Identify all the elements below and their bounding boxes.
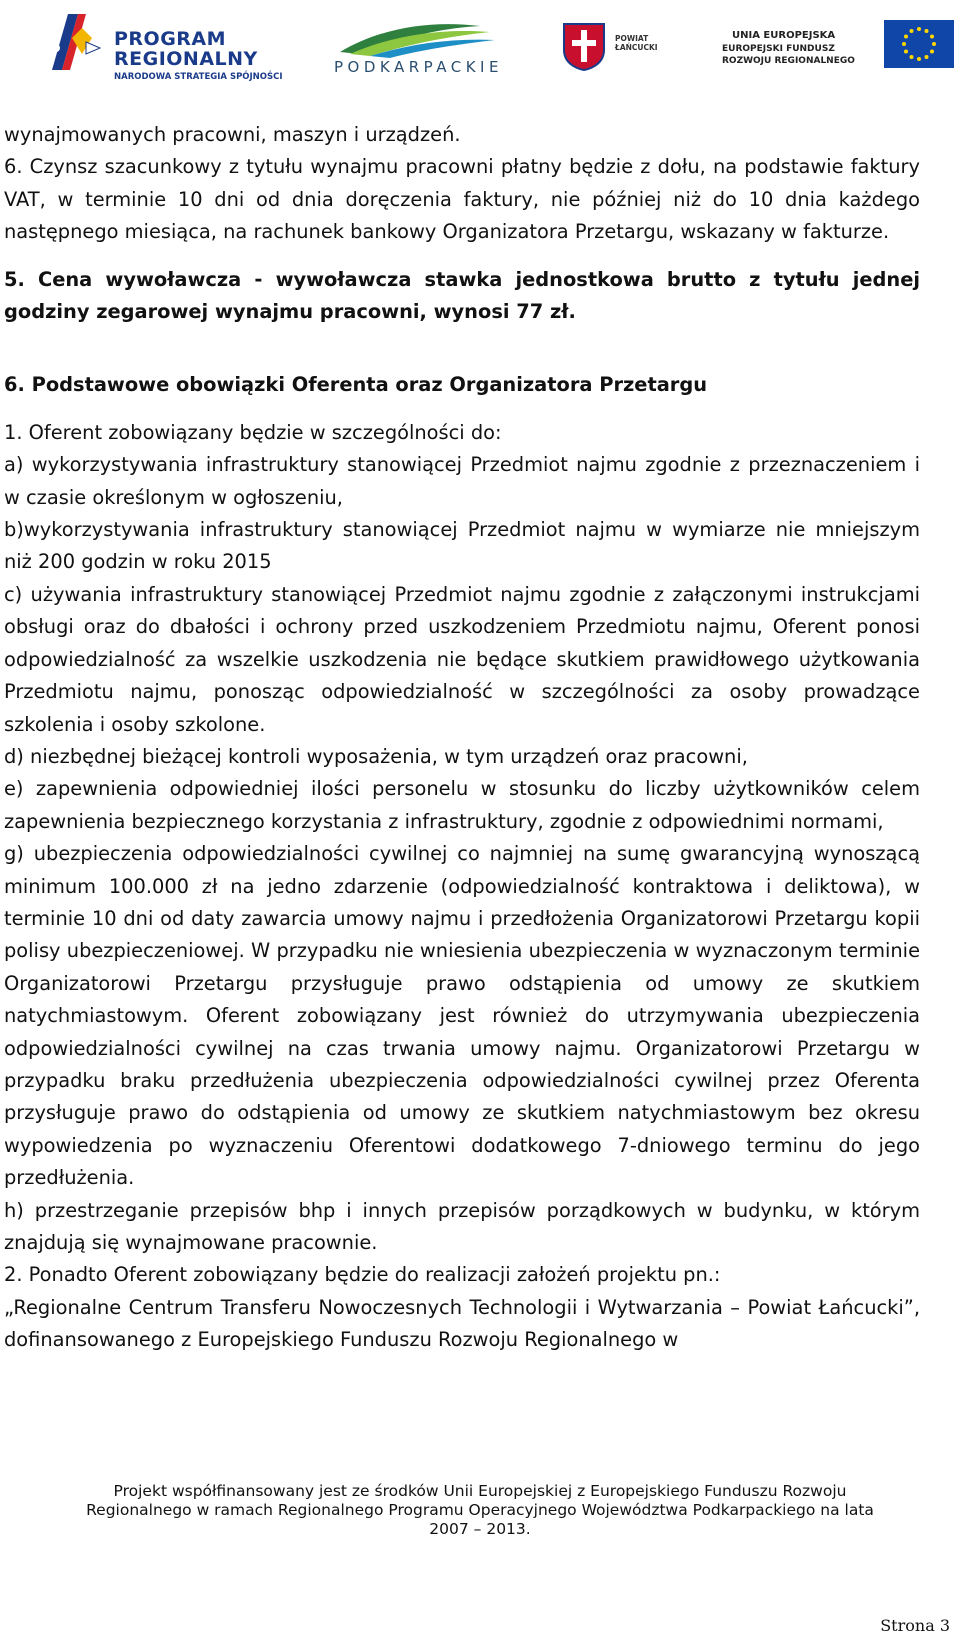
program-line2: REGIONALNY — [114, 48, 258, 70]
eu-star-icon — [925, 55, 929, 59]
paragraph-rent-payment: 6. Czynsz szacunkowy z tytułu wynajmu pracowni płatny będzie z dołu, na podstawie faktury VAT, w terminie 10 dni od dnia doręczenia faktury, nie później niż do 10 dnia każdego następnego miesiąca, na rachunek bankowy Organizatora Przetargu, wskazany w fakturze. — [4, 155, 920, 244]
powiat-line1: POWIAT — [615, 34, 649, 43]
podkarpackie-logo — [330, 18, 503, 76]
program-line3: NARODOWA STRATEGIA SPÓJNOŚCI — [114, 72, 283, 82]
eu-logo — [722, 22, 880, 72]
powiat-text — [615, 34, 658, 52]
coat-of-arms-icon — [560, 20, 608, 72]
powiat-lancucki-logo — [560, 20, 670, 72]
eu-line2: EUROPEJSKI FUNDUSZ — [722, 44, 835, 54]
eu-star-icon — [925, 29, 929, 33]
podkarpackie-text: PODKARPACKIE — [334, 58, 503, 76]
obligation-1-intro: 1. Oferent zobowiązany będzie w szczególności do: — [4, 420, 502, 444]
obligation-e: e) zapewnienia odpowiedniej ilości personelu w stosunku do liczby użytkowników celem zapewnienia bezpiecznego korzystania z infrastruktury, zgodnie z odpowiednimi normami, — [4, 777, 920, 833]
paragraph-continuation: wynajmowanych pracowni, maszyn i urządzeń. — [4, 123, 461, 146]
eu-star-icon — [910, 29, 914, 33]
obligation-h: h) przestrzeganie przepisów bhp i innych przepisów porządkowych w budynku, w którym znajdują się wynajmowane pracownie. — [4, 1198, 920, 1254]
eu-star-icon — [930, 35, 934, 39]
program-regionalny-emblem-icon — [42, 8, 112, 78]
eu-star-icon — [904, 35, 908, 39]
footer-line1: Projekt współfinansowany jest ze środków Unii Europejskiej z Europejskiego Funduszu Rozwoju — [113, 1482, 847, 1500]
page-footer — [0, 1482, 960, 1539]
mountain-wave-icon — [330, 18, 500, 58]
obligation-2: 2. Ponadto Oferent zobowiązany będzie do realizacji założeń projektu pn.: — [4, 1263, 721, 1287]
eu-line3: ROZWOJU REGIONALNEGO — [722, 56, 855, 66]
document-body — [4, 119, 920, 1357]
program-line1: PROGRAM — [114, 28, 227, 50]
obligation-g: g) ubezpieczenia odpowiedzialności cywilnej co najmniej na sumę gwarancyjną wynoszącą minimum 100.000 zł na jedno zdarzenie (odpowiedzialność kontraktowa i deliktowa), w terminie 10 dni od daty zawarcia umowy najmu i przedłożenia Organizatorowi Przetargu kopii polisy ubezpieczeniowej. W przypadku nie wniesienia ubezpieczenia w wyznaczonym terminie Organizatorowi Przetargu przysługuje prawo odstąpienia od umowy ze skutkiem natychmiastowym. Oferent zobowiązany jest również do utrzymywania ubezpieczenia odpowiedzialności cywilnej na czas trwania umowy najmu. Organizatorowi Przetargu w przypadku braku przedłużenia ubezpieczenia odpowiedzialności cywilnej przez Oferenta przysługuje prawo do odstąpienia od umowy ze skutkiem natychmiastowym bez okresu wypowiedzenia po wyznaczeniu Oferentowi dodatkowego 7-dniowego terminu do jego przedłużenia. — [4, 842, 920, 1190]
footer-line2: Regionalnego w ramach Regionalnego Programu Operacyjnego Województwa Podkarpackiego na lata — [86, 1501, 874, 1519]
project-name: „Regionalne Centrum Transferu Nowoczesnych Technologii i Wytwarzania – Powiat Łańcucki”, dofinansowanego z Europejskiego Funduszu Rozwoju Regionalnego w — [4, 1295, 920, 1352]
obligation-d: d) niezbędnej bieżącej kontroli wyposażenia, w tym urządzeń oraz pracowni, — [4, 744, 748, 768]
section-6-heading: 6. Podstawowe obowiązki Oferenta oraz Organizatora Przetargu — [4, 373, 708, 397]
eu-star-icon — [902, 42, 906, 46]
section-5-starting-price: 5. Cena wywoławcza - wywoławcza stawka jednostkowa brutto z tytułu jednej godziny zegarowej wynajmu pracowni, wynosi 77 zł. — [4, 267, 920, 324]
powiat-line2: ŁAŃCUCKI — [615, 43, 658, 52]
footer-line3: 2007 – 2013. — [429, 1520, 531, 1538]
eu-star-icon — [917, 57, 921, 61]
obligation-a: a) wykorzystywania infrastruktury stanowiącej Przedmiot najmu zgodnie z przeznaczeniem i w czasie określonym w ogłoszeniu, — [4, 453, 920, 509]
obligation-b: b)wykorzystywania infrastruktury stanowiącej Przedmiot najmu w wymiarze nie mniejszym niż 200 godzin w roku 2015 — [4, 518, 920, 574]
eu-star-icon — [904, 50, 908, 54]
eu-line1: UNIA EUROPEJSKA — [732, 30, 836, 41]
page-number: Strona 3 — [880, 1616, 950, 1635]
eu-star-icon — [932, 42, 936, 46]
program-regionalny-logo — [42, 8, 292, 82]
page-header — [0, 0, 960, 90]
obligation-c: c) używania infrastruktury stanowiącej Przedmiot najmu zgodnie z załączonymi instrukcjami obsługi oraz do dbałości i ochrony przed uszkodzeniem Przedmiotu najmu, Oferent ponosi odpowiedzialność za wszelkie uszkodzenia nie będące skutkiem prawidłowego użytkowania Przedmiotu najmu, ponosząc odpowiedzialność w szczególności za osoby prowadzące szkolenia i osoby szkolone. — [4, 582, 920, 736]
eu-star-icon — [930, 50, 934, 54]
eu-flag-icon — [884, 20, 954, 68]
eu-star-icon — [910, 55, 914, 59]
eu-star-icon — [917, 27, 921, 31]
